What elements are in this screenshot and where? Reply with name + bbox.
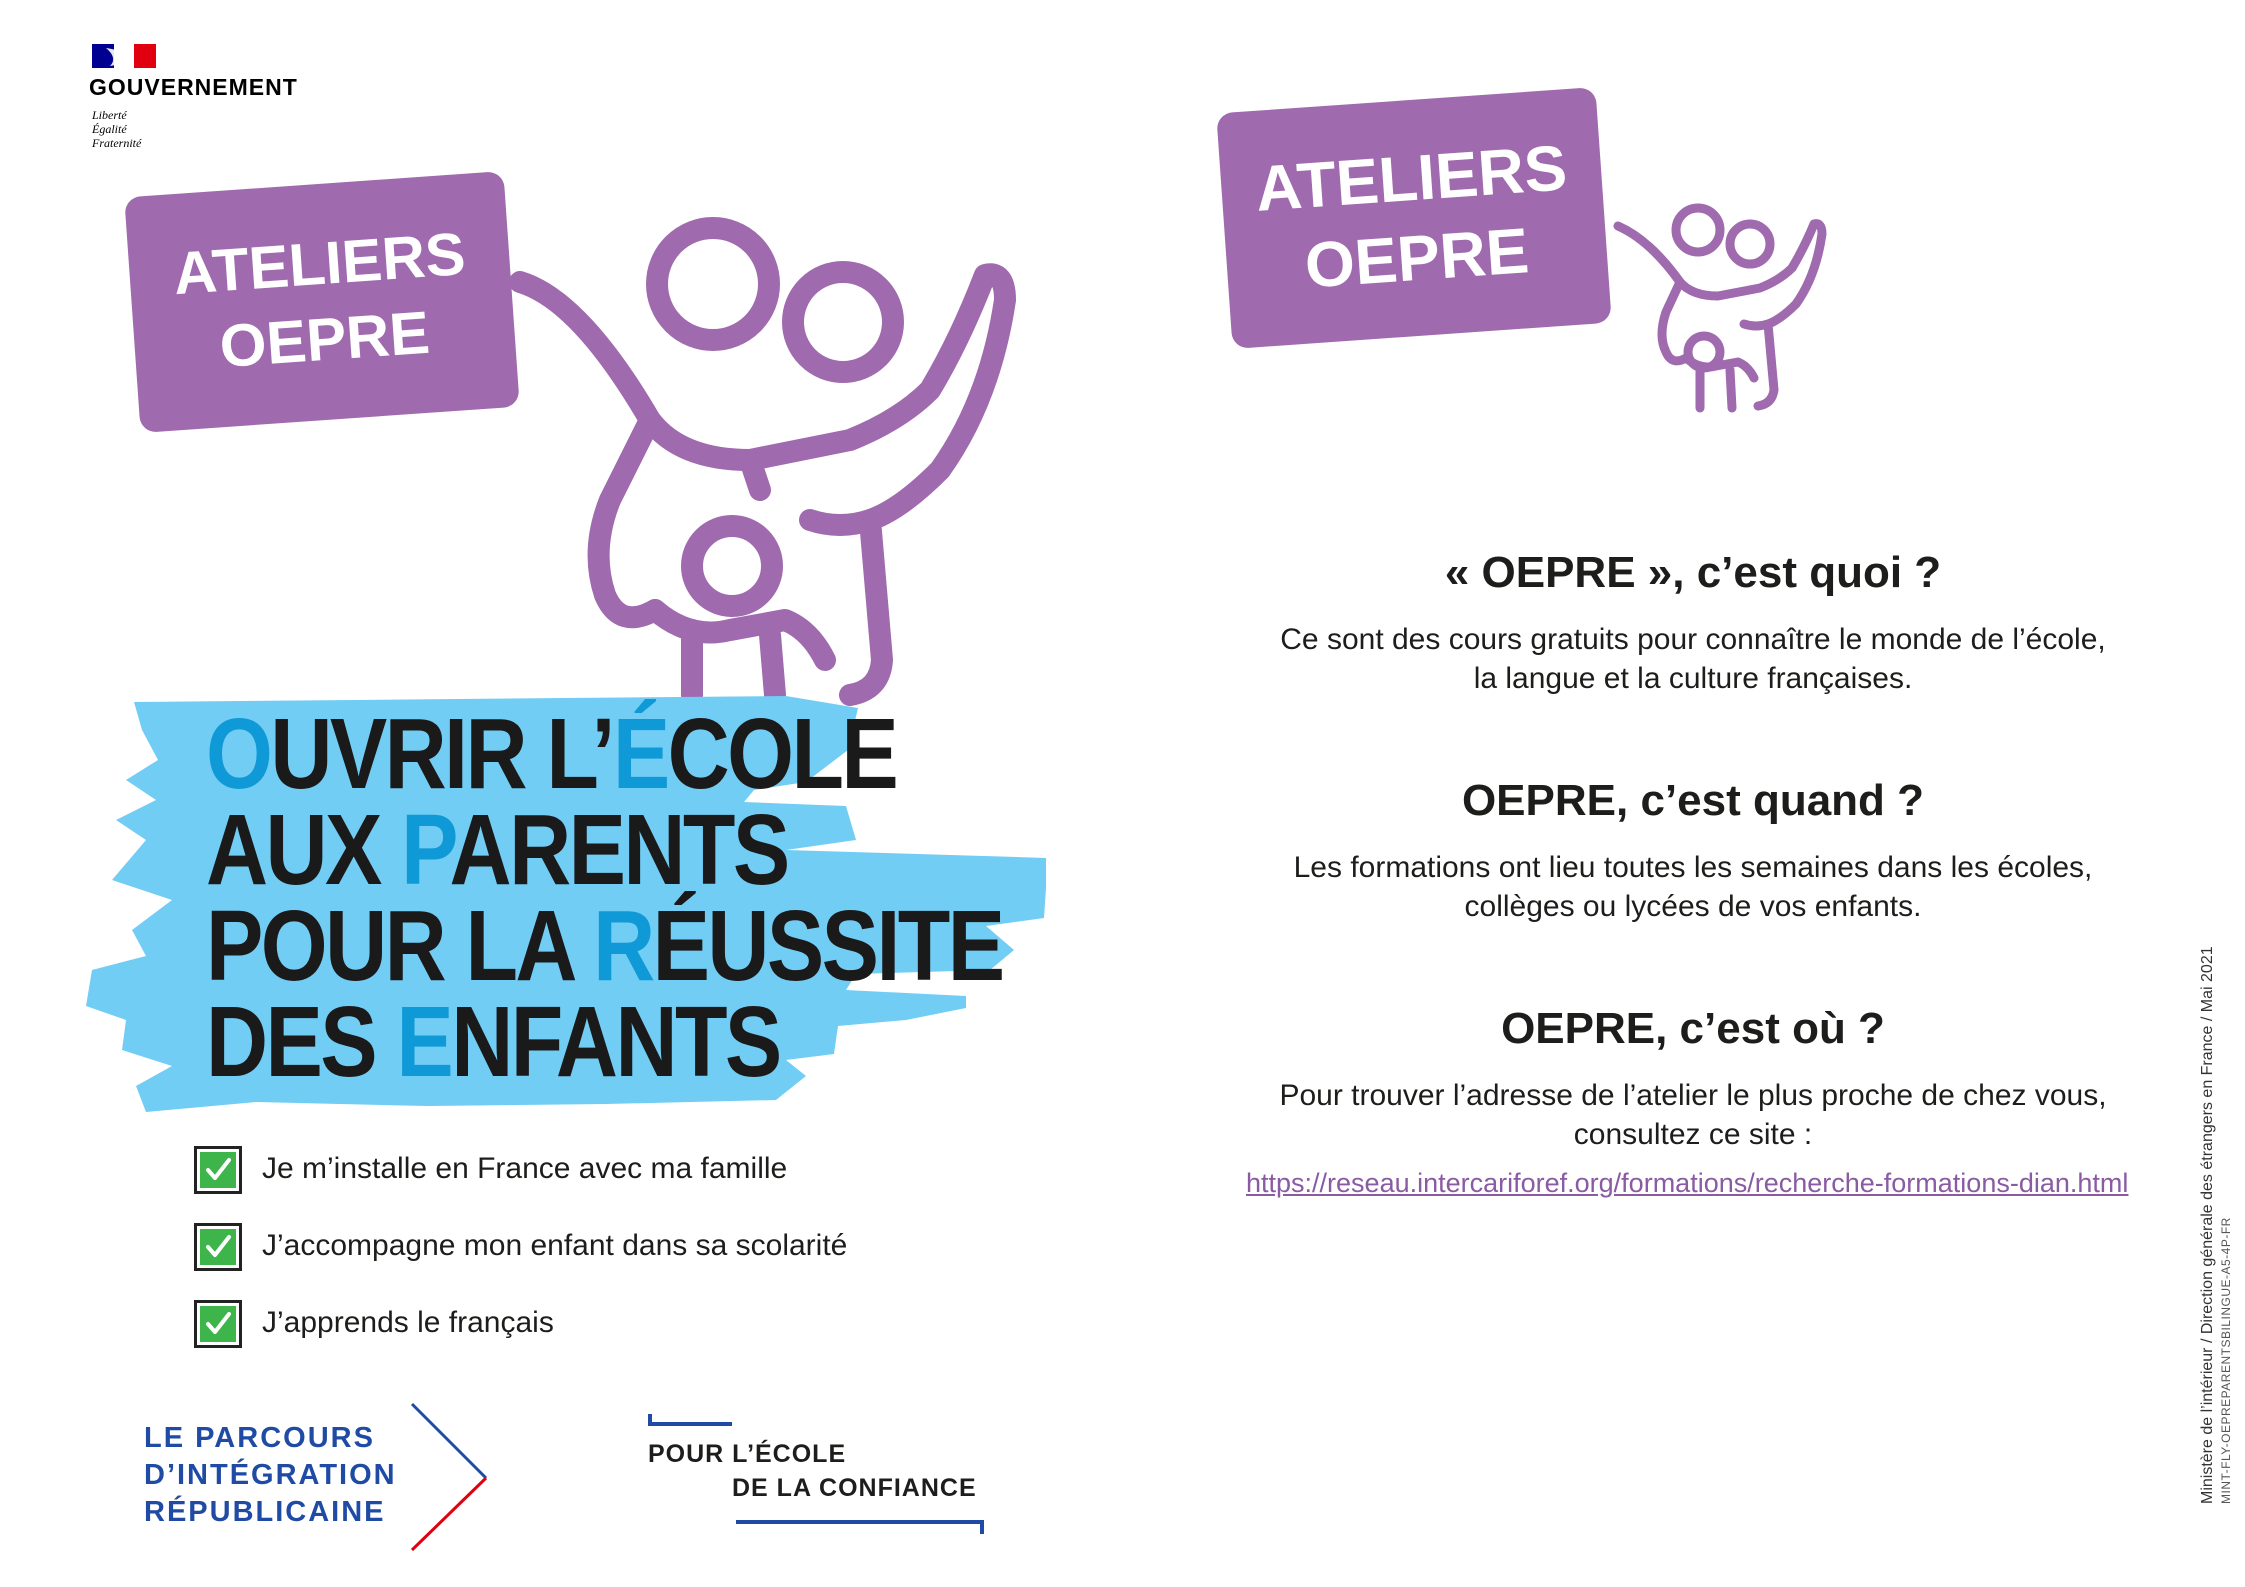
formations-link[interactable]	[1246, 1168, 2128, 1199]
ecole-confiance-line-1: POUR L’ÉCOLE	[648, 1440, 847, 1468]
section-text-ou: Pour trouver l’adresse de l’atelier le plus proche de chez vous, consultez ce site :	[1279, 1079, 2107, 1151]
ecole-confiance-line-2: DE LA CONFIANCE	[732, 1474, 977, 1502]
ateliers-oepre-sign-small	[1216, 87, 1612, 349]
title-line-1: OUVRIR L’ÉCOLE	[206, 698, 897, 810]
title-line-3: POUR LA RÉUSSITE	[206, 890, 1003, 1002]
family-pictogram-icon	[430, 190, 1050, 730]
checklist-text: Je m’installe en France avec ma famille	[262, 1152, 788, 1185]
checkmark-icon	[194, 1223, 242, 1271]
family-pictogram-small-icon	[1600, 190, 1840, 440]
title-line-4: DES ENFANTS	[206, 986, 780, 1098]
sign-line-2: OEPRE	[1302, 214, 1532, 302]
marianne-flag-icon	[92, 44, 156, 68]
government-name: GOUVERNEMENT	[89, 74, 298, 100]
sign-line-1: ATELIERS	[171, 219, 468, 308]
parcours-integration-logo: LE PARCOURS D’INTÉGRATION RÉPUBLICAINE	[144, 1422, 397, 1528]
checklist-text: J’apprends le français	[262, 1306, 554, 1339]
footer-credits: Ministère de l’intérieur / Direction générale des étrangers en France / Mai 2021 MINT-FLY-OEPREPARENTSBILINGUE-A5-4P-FR	[2199, 946, 2233, 1504]
formations-link-anchor[interactable]: https://reseau.intercariforef.org/formations/recherche-formations-dian.html	[1246, 1168, 2129, 1198]
section-heading-ou: OEPRE, c’est où ?	[1501, 1004, 1885, 1053]
main-title	[206, 698, 1003, 1098]
title-line-2: AUX PARENTS	[206, 794, 788, 906]
section-heading-quoi: « OEPRE », c’est quoi ?	[1444, 548, 1942, 597]
checkmark-icon	[194, 1300, 242, 1348]
checkmark-icon	[194, 1146, 242, 1194]
government-motto: Liberté Égalité Fraternité	[92, 108, 142, 150]
section-text-quoi: Ce sont des cours gratuits pour connaître le monde de l’école, la langue et la culture françaises.	[1280, 623, 2106, 695]
sign-line-1: ATELIERS	[1253, 131, 1570, 225]
sign-line-2: OEPRE	[217, 298, 432, 381]
checklist-text: J’accompagne mon enfant dans sa scolarité	[262, 1229, 848, 1262]
section-heading-quand: OEPRE, c’est quand ?	[1461, 776, 1925, 825]
chevron-right-icon	[404, 1402, 494, 1552]
section-text-quand: Les formations ont lieu toutes les semaines dans les écoles, collèges ou lycées de vos enfants.	[1293, 851, 2093, 923]
